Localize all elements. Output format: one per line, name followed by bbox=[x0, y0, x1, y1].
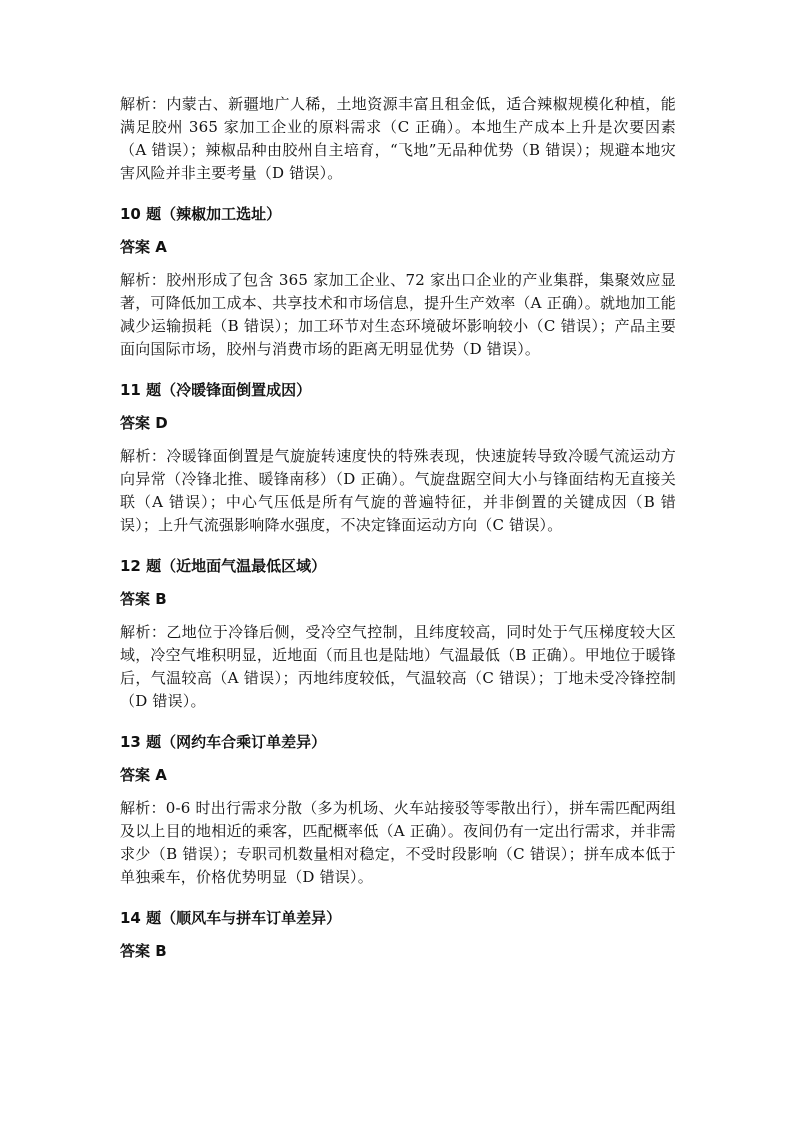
question-analysis: 解析：胶州形成了包含 365 家加工企业、72 家出口企业的产业集群，集聚效应显著，可降低加工成本、共享技术和市场信息，提升生产效率（A 正确）。就地加工能减少运输损耗（B 错误）；加工环节对生态环境破坏影响较小（C 错误）；产品主要面向国际市场，胶州与消费市场的距离无明显优势（D 错误）。 bbox=[120, 271, 676, 358]
question-answer: 答案 A bbox=[120, 238, 167, 256]
document-page bbox=[120, 93, 676, 963]
question-title: 14 题（顺风车与拼车订单差异） bbox=[120, 909, 342, 927]
question-12 bbox=[120, 555, 676, 731]
question-answer: 答案 B bbox=[120, 942, 167, 960]
question-14 bbox=[120, 907, 676, 963]
question-answer: 答案 D bbox=[120, 414, 168, 432]
question-title: 13 题（网约车合乘订单差异） bbox=[120, 733, 327, 751]
question-title: 10 题（辣椒加工选址） bbox=[120, 205, 282, 223]
question-answer: 答案 A bbox=[120, 766, 167, 784]
question-analysis: 解析：冷暖锋面倒置是气旋旋转速度快的特殊表现，快速旋转导致冷暖气流运动方向异常（冷锋北推、暖锋南移）（D 正确）。气旋盘踞空间大小与锋面结构无直接关联（A 错误）；中心气压低是所有气旋的普遍特征，并非倒置的关键成因（B 错误）；上升气流强影响降水强度，不决定锋面运动方向（C 错误）。 bbox=[120, 447, 676, 534]
question-answer: 答案 B bbox=[120, 590, 167, 608]
intro-analysis: 解析：内蒙古、新疆地广人稀，土地资源丰富且租金低，适合辣椒规模化种植，能满足胶州 365 家加工企业的原料需求（C 正确）。本地生产成本上升是次要因素（A 错误）；辣椒品种由胶州自主培育，“飞地”无品种优势（B 错误）；规避本地灾害风险并非主要考量（D 错误）。 bbox=[120, 95, 676, 182]
question-10 bbox=[120, 203, 676, 379]
question-13 bbox=[120, 731, 676, 907]
question-title: 11 题（冷暖锋面倒置成因） bbox=[120, 381, 312, 399]
question-analysis: 解析：乙地位于冷锋后侧，受冷空气控制，且纬度较高，同时处于气压梯度较大区域，冷空气堆积明显，近地面（而且也是陆地）气温最低（B 正确）。甲地位于暖锋后，气温较高（A 错误）；丙地纬度较低，气温较高（C 错误）；丁地未受冷锋控制（D 错误）。 bbox=[120, 623, 676, 710]
question-analysis: 解析：0-6 时出行需求分散（多为机场、火车站接驳等零散出行），拼车需匹配两组及以上目的地相近的乘客，匹配概率低（A 正确）。夜间仍有一定出行需求，并非需求少（B 错误）；专职司机数量相对稳定，不受时段影响（C 错误）；拼车成本低于单独乘车，价格优势明显（D 错误）。 bbox=[120, 799, 676, 886]
question-11 bbox=[120, 379, 676, 555]
question-title: 12 题（近地面气温最低区域） bbox=[120, 557, 327, 575]
